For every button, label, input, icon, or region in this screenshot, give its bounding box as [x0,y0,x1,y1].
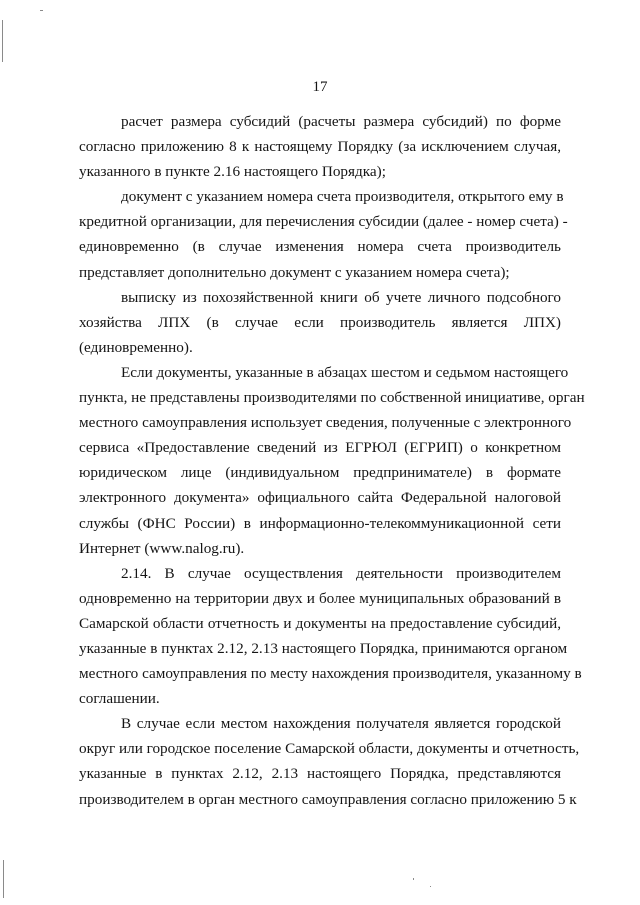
text-line: указанного в пункте 2.16 настоящего Порядка); [79,163,386,181]
paragraph-documents-not-submitted [79,360,585,561]
text-line: указанные в пунктах 2.12, 2.13 настоящего Порядка, представляются [79,765,561,783]
text-line: согласно приложению 8 к настоящему Порядку (за исключением случая, [79,138,561,156]
paragraph-urban-district [79,711,580,811]
scan-artifact-top-left [2,20,3,62]
scan-artifact-top-mark [40,10,43,11]
text-line: округ или городское поселение Самарской области, документы и отчетность, [79,740,580,758]
text-line: одновременно на территории двух и более муниципальных образований в [79,589,561,607]
text-line: документ с указанием номера счета производителя, открытого ему в [121,188,564,206]
text-line: указанные в пунктах 2.12, 2.13 настоящего Порядка, принимаются органом [79,639,568,657]
document-body [79,109,585,812]
scan-artifact-bottom-dot-2 [430,886,431,887]
text-line: Самарской области отчетность и документы на предоставление субсидий, [79,614,561,632]
paragraph-subsidy-calculation [79,109,561,184]
text-line: местного самоуправления по месту нахождения производителя, указанному в [79,665,582,683]
text-line: сервиса «Предоставление сведений из ЕГРЮЛ (ЕГРИП) о конкретном [79,439,561,457]
scan-artifact-bottom-dot-1 [413,878,414,880]
text-line: (единовременно). [79,338,193,356]
text-line: местного самоуправления использует сведения, полученные с электронного [79,414,572,432]
page-number: 17 [312,79,328,95]
text-line: В случае если местом нахождения получателя является городской [121,715,561,733]
text-line: службы (ФНС России) в информационно-телекоммуникационной сети [79,514,561,532]
text-line: выписку из похозяйственной книги об учете личного подсобного [121,288,561,306]
text-line: расчет размера субсидий (расчеты размера субсидий) по форме [121,113,561,130]
text-line: электронного документа» официального сайта Федеральной налоговой [79,489,561,507]
text-line: Интернет (www.nalog.ru). [79,539,245,557]
paragraph-account-document [79,184,568,284]
paragraph-household-book-extract [79,285,561,360]
scan-artifact-bottom-left [3,860,4,898]
text-line: кредитной организации, для перечисления субсидии (далее - номер счета) - [79,213,568,231]
text-line: Если документы, указанные в абзацах шестом и седьмом настоящего [121,363,569,381]
text-line: представляет дополнительно документ с указанием номера счета); [79,263,510,281]
text-line: 2.14. В случае осуществления деятельности производителем [121,564,561,582]
text-line: единовременно (в случае изменения номера счета производитель [79,238,561,256]
text-line: пункта, не представлены производителями по собственной инициативе, орган [79,389,585,407]
paragraph-section-2-14 [79,561,582,712]
text-line: юридическом лице (индивидуальном предпринимателе) в формате [79,464,561,482]
text-line: производителем в орган местного самоуправления согласно приложению 5 к [79,790,577,808]
text-line: хозяйства ЛПХ (в случае если производитель является ЛПХ) [79,313,561,331]
text-line: соглашении. [79,690,160,708]
